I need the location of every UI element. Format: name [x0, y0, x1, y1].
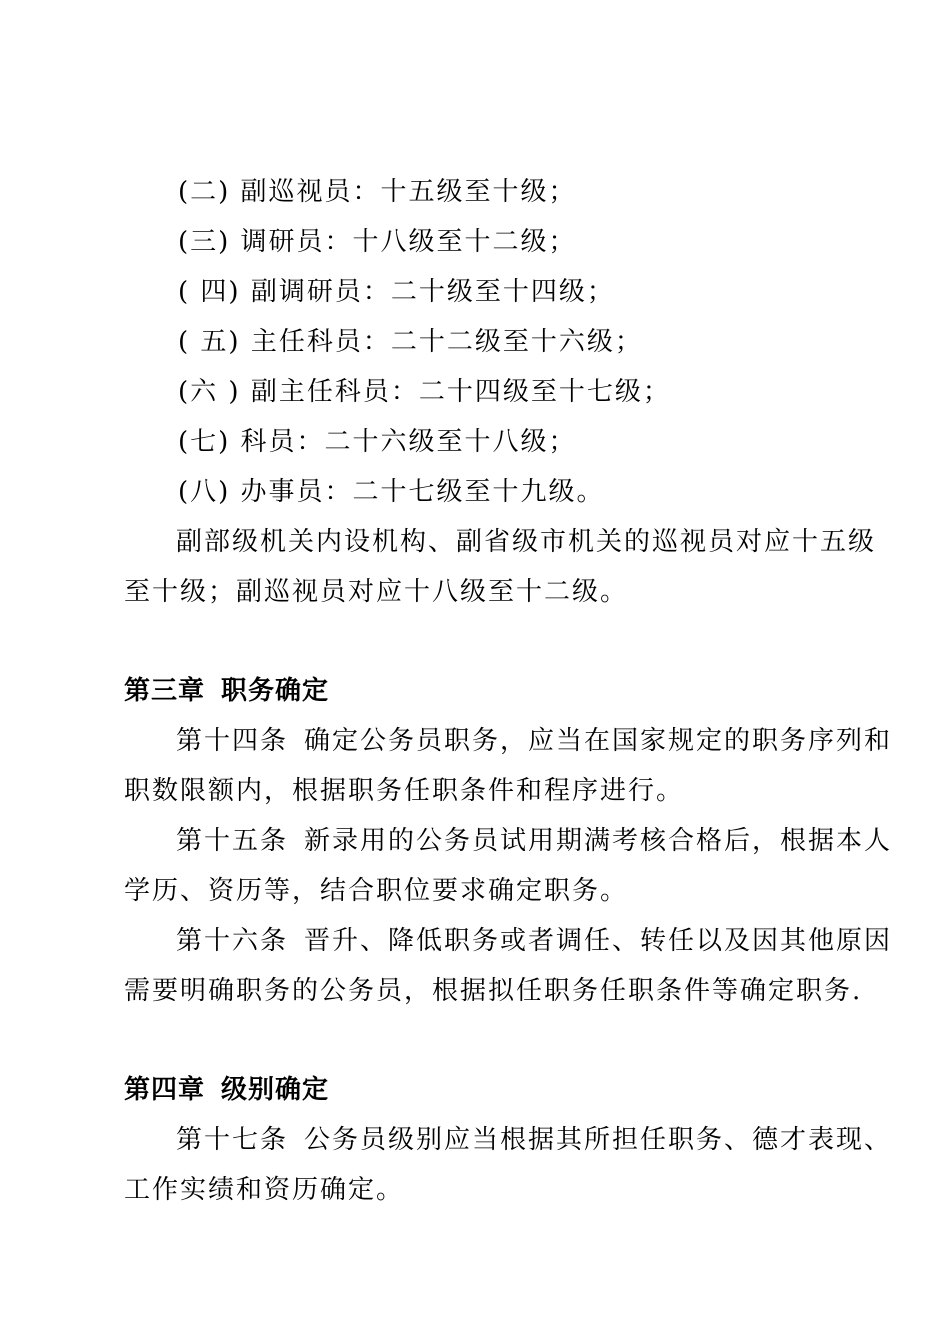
article-16-line-1: [176, 924, 892, 958]
list-item-2: (二) 副巡视员：十五级至十级；: [178, 177, 577, 207]
article-text: 晋升、降低职务或者调任、转任以及因其他原因: [304, 926, 893, 956]
article-text: 确定公务员职务，应当在国家规定的职务序列和: [304, 726, 893, 756]
chapter-title: 级别确定: [221, 1075, 330, 1105]
article-14-line-2: 职数限额内，根据职务任职条件和程序进行。: [124, 776, 685, 806]
chapter-number: 第三章: [124, 676, 206, 706]
article-number: 第十七条: [176, 1125, 289, 1155]
paragraph-1-line-1: 副部级机关内设机构、副省级市机关的巡视员对应十五级: [176, 527, 877, 557]
article-text: 新录用的公务员试用期满考核合格后，根据本人: [304, 826, 893, 856]
paragraph-1-line-2: 至十级；副巡视员对应十八级至十二级。: [124, 577, 629, 607]
article-text: 公务员级别应当根据其所担任职务、德才表现、: [304, 1125, 893, 1155]
chapter-3-heading: [124, 674, 329, 708]
list-item-6: (六 ) 副主任科员：二十四级至十七级；: [178, 377, 671, 407]
list-item-7: (七) 科员：二十六级至十八级；: [178, 427, 577, 457]
article-17-line-2: 工作实绩和资历确定。: [124, 1175, 405, 1205]
list-item-4: ( 四) 副调研员：二十级至十四级；: [178, 277, 615, 307]
chapter-4-heading: [124, 1073, 329, 1107]
article-16-line-2: 需要明确职务的公务员，根据拟任职务任职条件等确定职务.: [124, 976, 863, 1006]
list-item-8: (八) 办事员：二十七级至十九级。: [178, 477, 605, 507]
list-item-5: ( 五) 主任科员：二十二级至十六级；: [178, 327, 643, 357]
article-number: 第十六条: [176, 926, 289, 956]
chapter-title: 职务确定: [221, 676, 330, 706]
article-17-line-1: [176, 1123, 892, 1157]
list-item-3: (三) 调研员：十八级至十二级；: [178, 227, 577, 257]
article-number: 第十五条: [176, 826, 289, 856]
chapter-number: 第四章: [124, 1075, 206, 1105]
article-14-line-1: [176, 724, 892, 758]
article-number: 第十四条: [176, 726, 289, 756]
article-15-line-1: [176, 824, 892, 858]
article-15-line-2: 学历、资历等，结合职位要求确定职务。: [124, 876, 629, 906]
